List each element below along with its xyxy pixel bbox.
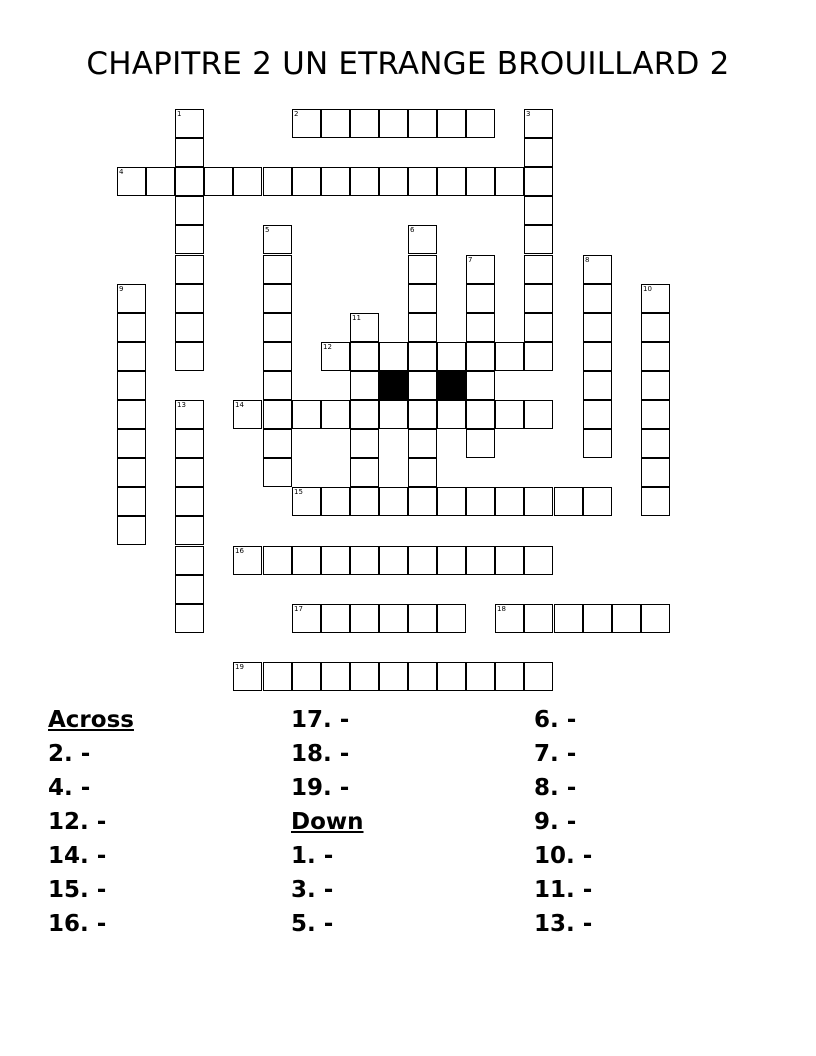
- grid-cell[interactable]: [321, 400, 350, 429]
- grid-cell[interactable]: [466, 400, 495, 429]
- grid-cell[interactable]: [524, 604, 553, 633]
- grid-cell[interactable]: [379, 546, 408, 575]
- grid-cell[interactable]: [117, 313, 146, 342]
- grid-cell[interactable]: [263, 313, 292, 342]
- grid-cell[interactable]: [350, 342, 379, 371]
- grid-cell[interactable]: [263, 342, 292, 371]
- grid-cell[interactable]: [175, 604, 204, 633]
- grid-cell[interactable]: [408, 546, 437, 575]
- grid-cell[interactable]: [408, 604, 437, 633]
- clue-item: 19. -: [291, 775, 350, 801]
- grid-cell[interactable]: [292, 400, 321, 429]
- clue-item: 18. -: [291, 741, 350, 767]
- grid-cell[interactable]: [437, 167, 466, 196]
- grid-cell[interactable]: [379, 400, 408, 429]
- grid-cell[interactable]: [292, 604, 321, 633]
- clue-column-2: [291, 703, 364, 941]
- grid-cell[interactable]: [379, 109, 408, 138]
- grid-cell[interactable]: [437, 662, 466, 691]
- grid-cell[interactable]: [175, 109, 204, 138]
- grid-cell[interactable]: [641, 371, 670, 400]
- grid-cell[interactable]: [641, 604, 670, 633]
- grid-cell[interactable]: [495, 342, 524, 371]
- grid-cell[interactable]: [263, 284, 292, 313]
- grid-cell[interactable]: [583, 604, 612, 633]
- grid-cell[interactable]: [408, 167, 437, 196]
- clue-number-label: 11: [352, 314, 361, 322]
- grid-cell[interactable]: [175, 313, 204, 342]
- clue-number-label: 2: [294, 110, 299, 118]
- grid-cell[interactable]: [175, 167, 204, 196]
- grid-cell[interactable]: [495, 546, 524, 575]
- clue-item: 16. -: [48, 911, 107, 937]
- grid-cell[interactable]: [321, 546, 350, 575]
- grid-cell[interactable]: [350, 662, 379, 691]
- grid-cell[interactable]: [321, 662, 350, 691]
- grid-cell[interactable]: [583, 400, 612, 429]
- grid-cell[interactable]: [117, 342, 146, 371]
- grid-cell[interactable]: [175, 546, 204, 575]
- grid-cell[interactable]: [263, 255, 292, 284]
- grid-cell[interactable]: [466, 255, 495, 284]
- grid-cell[interactable]: [175, 458, 204, 487]
- grid-cell[interactable]: [408, 109, 437, 138]
- grid-cell[interactable]: [466, 167, 495, 196]
- grid-cell[interactable]: [437, 342, 466, 371]
- grid-cell[interactable]: [263, 662, 292, 691]
- grid-cell[interactable]: [466, 662, 495, 691]
- grid-cell[interactable]: [437, 109, 466, 138]
- clue-item: 7. -: [534, 741, 577, 767]
- grid-cell[interactable]: [321, 487, 350, 516]
- grid-cell[interactable]: [641, 429, 670, 458]
- grid-cell[interactable]: [524, 167, 553, 196]
- grid-cell[interactable]: [495, 487, 524, 516]
- clue-number-label: 19: [235, 663, 244, 671]
- grid-cell[interactable]: [117, 516, 146, 545]
- grid-cell[interactable]: [466, 284, 495, 313]
- clue-number-label: 10: [643, 285, 652, 293]
- clue-item: 13. -: [534, 911, 593, 937]
- grid-cell[interactable]: [379, 487, 408, 516]
- page-title: CHAPITRE 2 UN ETRANGE BROUILLARD 2: [86, 46, 730, 82]
- grid-cell[interactable]: [233, 546, 262, 575]
- clue-number-label: 15: [294, 488, 303, 496]
- grid-cell[interactable]: [292, 662, 321, 691]
- grid-cell[interactable]: [641, 458, 670, 487]
- grid-cell[interactable]: [524, 284, 553, 313]
- grid-cell[interactable]: [641, 313, 670, 342]
- grid-cell[interactable]: [408, 662, 437, 691]
- grid-cell[interactable]: [524, 342, 553, 371]
- grid-cell[interactable]: [554, 487, 583, 516]
- grid-cell[interactable]: [379, 662, 408, 691]
- grid-cell[interactable]: [263, 546, 292, 575]
- grid-cell[interactable]: [524, 546, 553, 575]
- grid-cell[interactable]: [408, 487, 437, 516]
- grid-cell[interactable]: [466, 546, 495, 575]
- grid-cell[interactable]: [437, 487, 466, 516]
- grid-cell[interactable]: [437, 604, 466, 633]
- clue-item: 4. -: [48, 775, 91, 801]
- grid-cell[interactable]: [554, 604, 583, 633]
- clue-item: 5. -: [291, 911, 334, 937]
- grid-cell[interactable]: [408, 284, 437, 313]
- grid-cell[interactable]: [408, 458, 437, 487]
- grid-cell[interactable]: [583, 487, 612, 516]
- grid-cell[interactable]: [583, 255, 612, 284]
- across-heading: Across: [48, 707, 134, 733]
- grid-cell[interactable]: [233, 400, 262, 429]
- grid-cell[interactable]: [524, 138, 553, 167]
- clue-number-label: 9: [119, 285, 124, 293]
- grid-cell[interactable]: [292, 109, 321, 138]
- grid-cell[interactable]: [263, 400, 292, 429]
- clue-number-label: 3: [526, 110, 531, 118]
- grid-cell[interactable]: [292, 167, 321, 196]
- grid-cell[interactable]: [321, 342, 350, 371]
- grid-cell[interactable]: [524, 255, 553, 284]
- clue-number-label: 16: [235, 547, 244, 555]
- grid-cell[interactable]: [263, 225, 292, 254]
- clue-column-3: [534, 703, 592, 941]
- clue-number-label: 6: [410, 226, 415, 234]
- grid-cell[interactable]: [117, 284, 146, 313]
- grid-cell[interactable]: [495, 400, 524, 429]
- grid-cell[interactable]: [408, 225, 437, 254]
- clue-item: 1. -: [291, 843, 334, 869]
- grid-cell[interactable]: [175, 575, 204, 604]
- grid-cell[interactable]: [350, 400, 379, 429]
- grid-cell[interactable]: [263, 458, 292, 487]
- grid-cell[interactable]: [524, 196, 553, 225]
- clue-item: 17. -: [291, 707, 350, 733]
- grid-cell[interactable]: [350, 371, 379, 400]
- grid-cell[interactable]: [583, 429, 612, 458]
- grid-cell[interactable]: [175, 400, 204, 429]
- clue-item: 12. -: [48, 809, 107, 835]
- grid-cell[interactable]: [495, 662, 524, 691]
- grid-cell[interactable]: [233, 662, 262, 691]
- grid-cell[interactable]: [641, 284, 670, 313]
- down-heading: Down: [291, 809, 364, 835]
- grid-cell[interactable]: [466, 342, 495, 371]
- grid-cell[interactable]: [612, 604, 641, 633]
- grid-cell[interactable]: [263, 167, 292, 196]
- grid-cell[interactable]: [175, 487, 204, 516]
- grid-cell[interactable]: [175, 196, 204, 225]
- grid-cell[interactable]: [437, 400, 466, 429]
- grid-cell[interactable]: [117, 167, 146, 196]
- grid-cell[interactable]: [321, 109, 350, 138]
- clue-item: 9. -: [534, 809, 577, 835]
- grid-cell[interactable]: [350, 429, 379, 458]
- grid-cell[interactable]: [321, 604, 350, 633]
- grid-cell[interactable]: [524, 487, 553, 516]
- grid-cell[interactable]: [408, 342, 437, 371]
- clue-item: 14. -: [48, 843, 107, 869]
- clue-number-label: 5: [265, 226, 270, 234]
- grid-cell[interactable]: [175, 284, 204, 313]
- grid-cell[interactable]: [204, 167, 233, 196]
- clue-number-label: 1: [177, 110, 182, 118]
- grid-cell[interactable]: [379, 342, 408, 371]
- grid-cell[interactable]: [583, 284, 612, 313]
- grid-cell[interactable]: [263, 429, 292, 458]
- grid-cell[interactable]: [495, 167, 524, 196]
- grid-cell-blocked: [379, 371, 408, 400]
- grid-cell[interactable]: [350, 458, 379, 487]
- grid-cell[interactable]: [641, 487, 670, 516]
- grid-cell[interactable]: [117, 487, 146, 516]
- grid-cell[interactable]: [495, 604, 524, 633]
- grid-cell[interactable]: [408, 255, 437, 284]
- grid-cell[interactable]: [524, 225, 553, 254]
- grid-cell[interactable]: [379, 167, 408, 196]
- grid-cell[interactable]: [466, 429, 495, 458]
- grid-cell[interactable]: [146, 167, 175, 196]
- grid-cell[interactable]: [263, 371, 292, 400]
- grid-cell[interactable]: [466, 109, 495, 138]
- grid-cell[interactable]: [524, 109, 553, 138]
- grid-cell[interactable]: [117, 371, 146, 400]
- grid-cell[interactable]: [321, 167, 350, 196]
- grid-cell[interactable]: [175, 225, 204, 254]
- clue-number-label: 14: [235, 401, 244, 409]
- clue-item: 6. -: [534, 707, 577, 733]
- grid-cell[interactable]: [175, 138, 204, 167]
- clue-number-label: 17: [294, 605, 303, 613]
- grid-cell[interactable]: [292, 487, 321, 516]
- clue-column-1: [48, 703, 134, 941]
- clue-number-label: 12: [323, 343, 332, 351]
- grid-cell[interactable]: [117, 458, 146, 487]
- clue-number-label: 8: [585, 256, 590, 264]
- grid-cell[interactable]: [583, 342, 612, 371]
- grid-cell-blocked: [437, 371, 466, 400]
- clue-item: 8. -: [534, 775, 577, 801]
- clue-number-label: 4: [119, 168, 124, 176]
- grid-cell[interactable]: [641, 342, 670, 371]
- grid-cell[interactable]: [350, 546, 379, 575]
- grid-cell[interactable]: [408, 313, 437, 342]
- grid-cell[interactable]: [117, 429, 146, 458]
- grid-cell[interactable]: [350, 109, 379, 138]
- grid-cell[interactable]: [175, 429, 204, 458]
- grid-cell[interactable]: [437, 546, 466, 575]
- grid-cell[interactable]: [583, 313, 612, 342]
- grid-cell[interactable]: [350, 167, 379, 196]
- clue-item: 15. -: [48, 877, 107, 903]
- clue-item: 2. -: [48, 741, 91, 767]
- clue-number-label: 13: [177, 401, 186, 409]
- grid-cell[interactable]: [379, 604, 408, 633]
- grid-cell[interactable]: [408, 371, 437, 400]
- grid-cell[interactable]: [583, 371, 612, 400]
- grid-cell[interactable]: [350, 604, 379, 633]
- clue-number-label: 7: [468, 256, 473, 264]
- clue-item: 3. -: [291, 877, 334, 903]
- clue-item: 11. -: [534, 877, 593, 903]
- grid-cell[interactable]: [175, 255, 204, 284]
- grid-cell[interactable]: [292, 546, 321, 575]
- grid-cell[interactable]: [350, 313, 379, 342]
- grid-cell[interactable]: [175, 516, 204, 545]
- grid-cell[interactable]: [524, 400, 553, 429]
- clue-number-label: 18: [497, 605, 506, 613]
- grid-cell[interactable]: [524, 313, 553, 342]
- grid-cell[interactable]: [466, 487, 495, 516]
- grid-cell[interactable]: [175, 342, 204, 371]
- grid-cell[interactable]: [408, 400, 437, 429]
- grid-cell[interactable]: [524, 662, 553, 691]
- grid-cell[interactable]: [466, 371, 495, 400]
- grid-cell[interactable]: [117, 400, 146, 429]
- clue-item: 10. -: [534, 843, 593, 869]
- grid-cell[interactable]: [408, 429, 437, 458]
- grid-cell[interactable]: [466, 313, 495, 342]
- grid-cell[interactable]: [350, 487, 379, 516]
- grid-cell[interactable]: [233, 167, 262, 196]
- grid-cell[interactable]: [641, 400, 670, 429]
